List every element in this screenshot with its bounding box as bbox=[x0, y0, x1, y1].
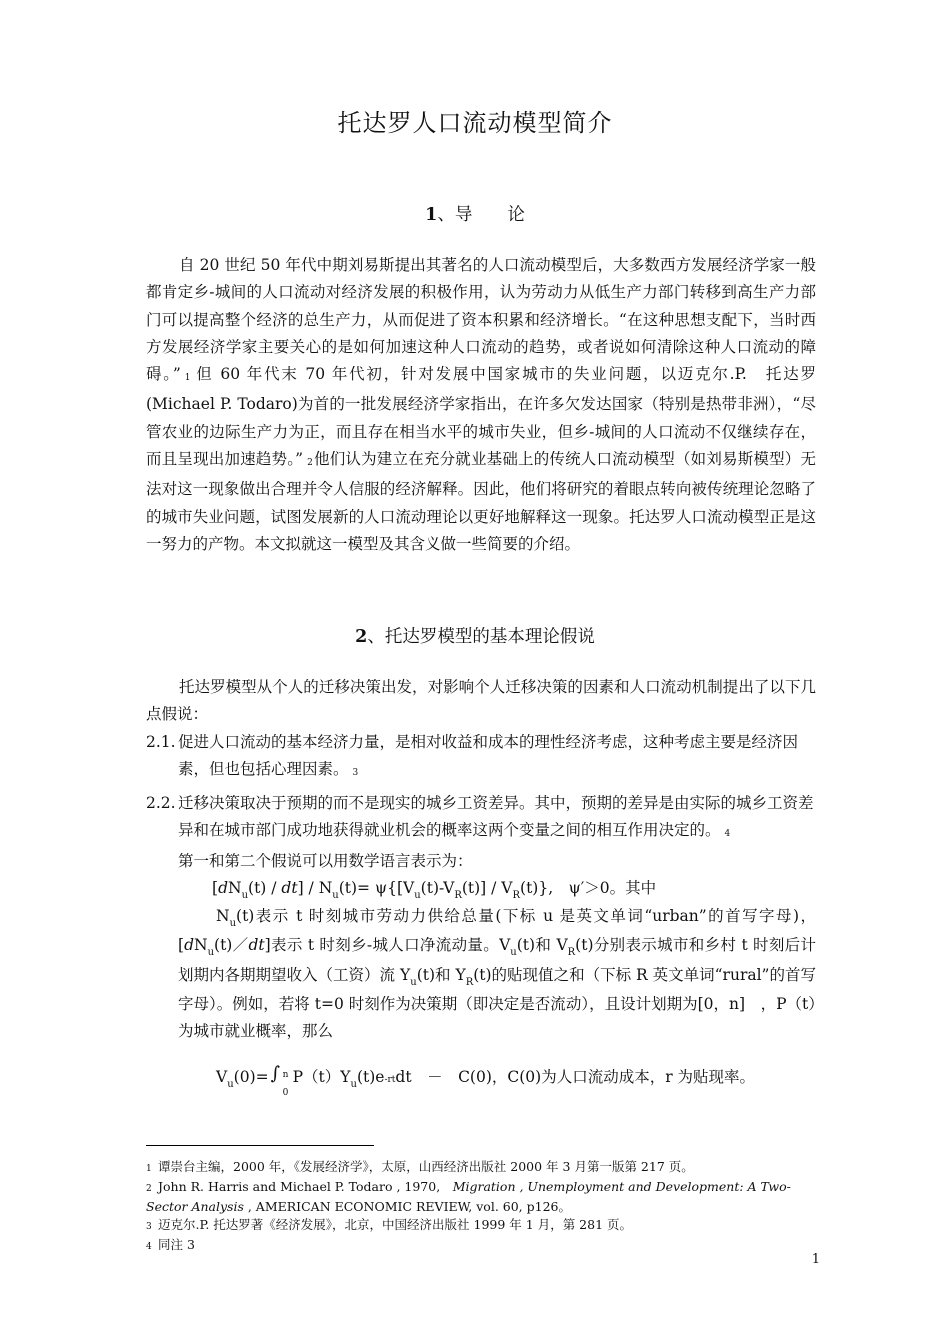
para-text: 他们认为建立在充分就业基础上的传统人口流动模型（如刘易斯模型）无法对这一现象做出合理并令人信服的经济解释。因此，他们将研究的着眼点转向被传统理论忽略了的城市失业问题，试图发展新的人口流动理论以更好地解释这一现象。托达罗人口流动模型正是这一努力的产物。本文拟就这一模型及其含义做一些简要的介绍。 bbox=[146, 450, 816, 553]
migration-equation bbox=[212, 875, 656, 904]
footnote-ref-3[interactable]: 3 bbox=[352, 768, 359, 779]
equation-explanation bbox=[178, 903, 816, 1045]
footnote-ref-2[interactable]: 2 bbox=[307, 458, 313, 469]
explain-subscript: u bbox=[229, 918, 237, 929]
hypothesis-body: 迁移决策取决于预期的而不是现实的城乡工资差异。其中，预期的差异是由实际的城乡工资差异和在城市部门成功地获得就业机会的概率这两个变量之间的相互作用决定的。 bbox=[178, 794, 814, 840]
section-2-number: 2 bbox=[355, 627, 368, 647]
eq-part: dt bbox=[281, 879, 298, 897]
footnote-ref-1[interactable]: 1 bbox=[184, 373, 191, 384]
explain-part: (t) bbox=[214, 936, 233, 955]
integral-sign: ∫ bbox=[270, 1063, 280, 1084]
footnote-number: 4 bbox=[146, 1242, 152, 1252]
eq-part: P（t）Y bbox=[292, 1068, 351, 1086]
eq-part: ] / N bbox=[297, 879, 333, 897]
section-2-intro: 托达罗模型从个人的迁移决策出发，对影响个人迁移决策的因素和人口流动机制提出了以下几点假说： bbox=[146, 678, 816, 724]
explain-subscript: u bbox=[410, 976, 417, 988]
footnote-number: 1 bbox=[146, 1164, 152, 1174]
present-value-equation bbox=[216, 1063, 756, 1098]
eq-part: (t)e bbox=[356, 1068, 385, 1086]
footnote-2 bbox=[146, 1178, 826, 1216]
explain-part: d bbox=[184, 936, 194, 955]
eq-part: (t)}, ψ′＞0。其中 bbox=[520, 879, 657, 897]
eq-exponent: -rt bbox=[384, 1075, 396, 1085]
footnote-3 bbox=[146, 1216, 826, 1236]
section-1-number: 1 bbox=[425, 205, 438, 225]
explain-subscript: R bbox=[465, 976, 474, 988]
para-text: 但 60 年代末 70 年代初，针对发展中国家城市的失业问题，以迈克尔.P. 托达罗(Michael P. Todaro)为首的一批发展经济学家指出，在许多欠发达国家（特别是热带非洲），“尽管农业的边际生产力为正，而且存在相当水平的城市失业，但乡-城间的人口流动不仅继续存在，而且呈现出加速趋势。” bbox=[146, 365, 816, 469]
eq-subscript: u bbox=[227, 1079, 234, 1090]
footnote-text: , AMERICAN ECONOMIC REVIEW, vol. 60, p126。 bbox=[243, 1199, 571, 1214]
explain-subscript: R bbox=[567, 947, 576, 959]
explain-part: (t)和 Y bbox=[416, 965, 466, 984]
footnote-text: 谭崇台主编，2000 年，《发展经济学》，太原，山西经济出版社 2000 年 3 月第一版第 217 页。 bbox=[158, 1159, 694, 1174]
page-number: 1 bbox=[811, 1252, 820, 1267]
hypothesis-2-1 bbox=[146, 729, 816, 787]
hypothesis-body: 促进人口流动的基本经济力量，是相对收益和成本的理性经济考虑，这种考虑主要是经济因素，但也包括心理因素。 bbox=[178, 733, 799, 779]
integral-symbol bbox=[269, 1063, 293, 1098]
eq-part: d bbox=[218, 879, 228, 897]
eq-part: [ bbox=[212, 879, 219, 897]
integral-upper: n bbox=[282, 1070, 289, 1080]
section-1-paragraph bbox=[146, 252, 816, 558]
footnote-text: John R. Harris and Michael P. Todaro , 1970, bbox=[158, 1179, 453, 1194]
footnote-1 bbox=[146, 1158, 826, 1178]
eq-part: (t) / bbox=[248, 879, 282, 897]
explain-part: ]表示 t 时刻乡-城人口净流动量。V bbox=[264, 936, 511, 955]
para-text: 自 20 世纪 50 年代中期刘易斯提出其著名的人口流动模型后，大多数西方发展经济学家一般都肯定乡-城间的人口流动对经济发展的积极作用，认为劳动力从低生产力部门转移到高生产力部门可以提高整个经济的总生产力，从而促进了资本积累和经济增长。“在这种思想支配下，当时西方发展经济学家主要关心的是如何加速这种人口流动的趋势，或者说如何清除这种人口流动的障碍。” bbox=[146, 256, 816, 384]
footnote-text: 同注 3 bbox=[158, 1237, 195, 1252]
explain-part: (t)的贴现值之和（下标 R 英文单词“rural”的首写字母）。例如，若将 t=0 时刻作为决策期（即决定是否流动），且设计划期为[0，n] ，P（t）为城市就业概率，那么 bbox=[178, 965, 816, 1041]
math-intro: 第一和第二个假说可以用数学语言表示为： bbox=[178, 851, 473, 870]
eq-subscript: R bbox=[512, 890, 521, 901]
footnote-4 bbox=[146, 1236, 826, 1256]
footnote-text: 迈克尔.P. 托达罗著《经济发展》，北京，中国经济出版社 1999 年 1 月，第 281 页。 bbox=[158, 1217, 633, 1232]
hypothesis-text bbox=[146, 729, 816, 787]
explain-part: (t)分别表示城市和乡村 t 时刻后计划期内各期期望收入（工资）流 Y bbox=[178, 936, 816, 984]
footnote-divider bbox=[146, 1145, 374, 1146]
hypothesis-text bbox=[146, 790, 816, 875]
section-1-heading bbox=[0, 201, 950, 226]
footnotes bbox=[146, 1158, 826, 1256]
explain-part: N bbox=[216, 907, 230, 925]
explain-subscript: u bbox=[207, 947, 215, 959]
integral-lower: 0 bbox=[282, 1088, 289, 1098]
eq-part: (0)= bbox=[233, 1068, 269, 1086]
explain-part: (t)和 V bbox=[516, 936, 568, 955]
eq-subscript: u bbox=[350, 1079, 357, 1090]
eq-part: dt － C(0)，C(0)为人口流动成本，r 为贴现率。 bbox=[395, 1068, 756, 1086]
footnote-ref-4[interactable]: 4 bbox=[724, 829, 731, 840]
explain-part: dt bbox=[248, 936, 265, 955]
section-2-title: 、托达罗模型的基本理论假说 bbox=[367, 627, 595, 647]
explain-part: N bbox=[194, 936, 208, 955]
section-2-heading bbox=[0, 623, 950, 648]
eq-part: N bbox=[228, 879, 242, 897]
eq-part: (t)-V bbox=[420, 879, 455, 897]
document-title: 托达罗人口流动模型简介 bbox=[337, 109, 613, 137]
eq-subscript: u bbox=[414, 890, 421, 901]
eq-subscript: u bbox=[241, 890, 249, 901]
eq-subscript: u bbox=[332, 890, 339, 901]
eq-subscript: R bbox=[454, 890, 462, 901]
footnote-number: 3 bbox=[146, 1222, 152, 1232]
section-1-title: 、导 论 bbox=[437, 205, 525, 225]
eq-part: V bbox=[216, 1068, 228, 1086]
hypothesis-number: 2.2. bbox=[146, 794, 176, 812]
explain-part: ／ bbox=[232, 936, 249, 955]
footnote-title: Migration , Unemployment and Development: A Two-Sector Analysis bbox=[146, 1179, 791, 1214]
hypothesis-number: 2.1. bbox=[146, 733, 176, 751]
footnote-number: 2 bbox=[146, 1184, 152, 1194]
explain-part: (t)表示 t 时刻城市劳动力供给总量(下标 u 是英文单词“urban”的首写字母)，[ bbox=[178, 907, 816, 955]
eq-part: (t)] / V bbox=[461, 879, 513, 897]
eq-part: (t)= ψ{[V bbox=[338, 879, 415, 897]
hypothesis-2-2 bbox=[146, 790, 816, 875]
explain-subscript: u bbox=[510, 947, 517, 959]
